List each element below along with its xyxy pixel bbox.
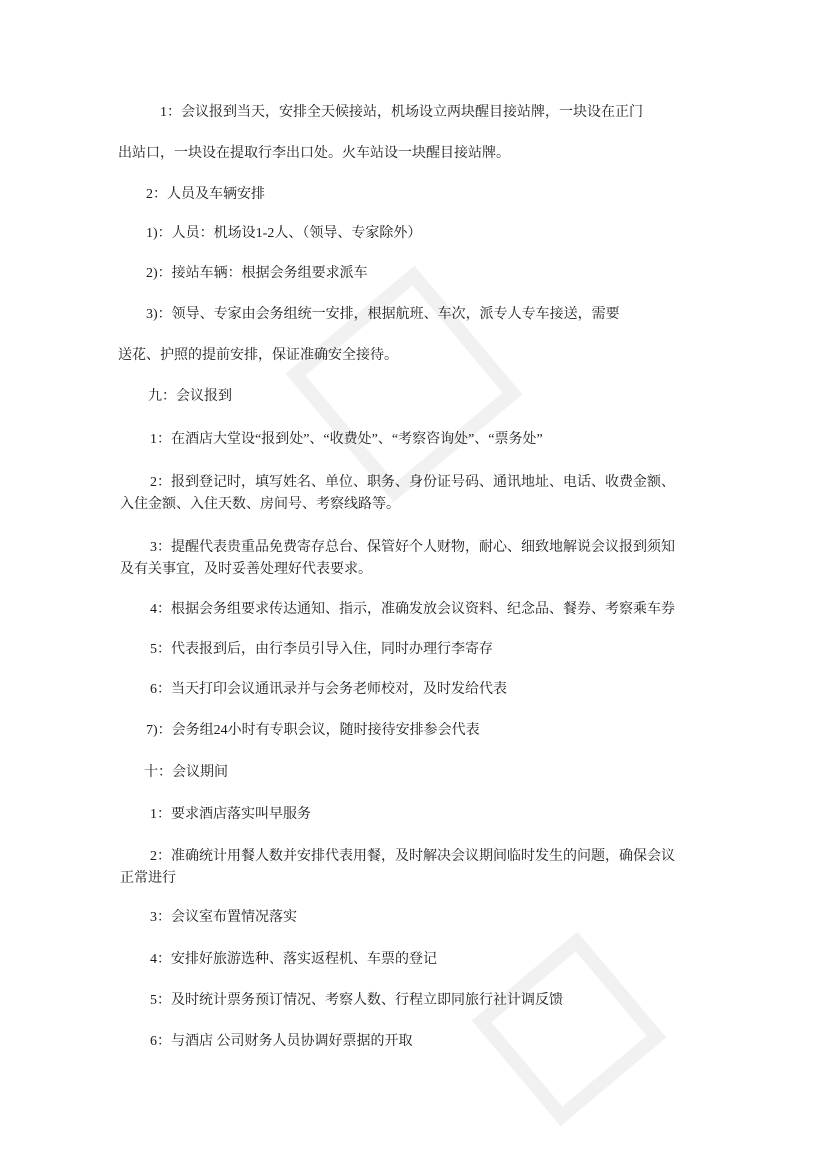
paragraph-line: 2)：接站车辆：根据会务组要求派车 (146, 266, 368, 281)
paragraph-line: 3)：领导、专家由会务组统一安排，根据航班、车次，派专人专车接送，需要 (146, 307, 620, 322)
paragraph-line: 1)：人员：机场设1-2人、（领导、专家除外） (146, 226, 422, 241)
paragraph-line: 1：在酒店大堂设“报到处”、“收费处”、“考察咨询处”、“票务处” (150, 432, 543, 447)
paragraph-line: 及有关事宜，及时妥善处理好代表要求。 (120, 562, 372, 577)
watermark-logo (286, 266, 523, 503)
paragraph-line: 4：安排好旅游选种、落实返程机、车票的登记 (150, 952, 437, 967)
paragraph-line: 5：代表报到后，由行李员引导入住，同时办理行李寄存 (150, 642, 493, 657)
paragraph-line: 正常进行 (120, 871, 176, 886)
paragraph-line: 十：会议期间 (144, 765, 228, 780)
paragraph-line: 1：会议报到当天，安排全天候接站，机场设立两块醒目接站牌，一块设在正门 (160, 105, 643, 120)
paragraph-line: 4：根据会务组要求传达通知、指示，准确发放会议资料、纪念品、餐券、考察乘车券 (150, 602, 675, 617)
paragraph-line: 6：当天打印会议通讯录并与会务老师校对，及时发给代表 (150, 682, 507, 697)
paragraph-line: 3：会议室布置情况落实 (150, 910, 297, 925)
paragraph-line: 6：与酒店 公司财务人员协调好票据的开取 (150, 1034, 413, 1049)
paragraph-line: 7)：会务组24小时有专职会议，随时接待安排参会代表 (146, 723, 480, 738)
paragraph-line: 2：准确统计用餐人数并安排代表用餐，及时解决会议期间临时发生的问题，确保会议 (150, 849, 675, 864)
paragraph-line: 5：及时统计票务预订情况、考察人数、行程立即同旅行社计调反馈 (150, 993, 563, 1008)
paragraph-line: 2：报到登记时，填写姓名、单位、职务、身份证号码、通讯地址、电话、收费金额、 (150, 475, 675, 490)
paragraph-line: 2：人员及车辆安排 (146, 187, 265, 202)
watermark-logo (472, 932, 666, 1126)
paragraph-line: 入住金额、入住天数、房间号、考察线路等。 (120, 497, 400, 512)
paragraph-line: 3：提醒代表贵重品免费寄存总台、保管好个人财物，耐心、细致地解说会议报到须知 (150, 540, 675, 555)
paragraph-line: 九：会议报到 (148, 389, 232, 404)
paragraph-line: 1：要求酒店落实叫早服务 (150, 807, 311, 822)
paragraph-line: 送花、护照的提前安排，保证准确安全接待。 (118, 348, 398, 363)
paragraph-line: 出站口，一块设在提取行李出口处。火车站设一块醒目接站牌。 (118, 146, 510, 161)
